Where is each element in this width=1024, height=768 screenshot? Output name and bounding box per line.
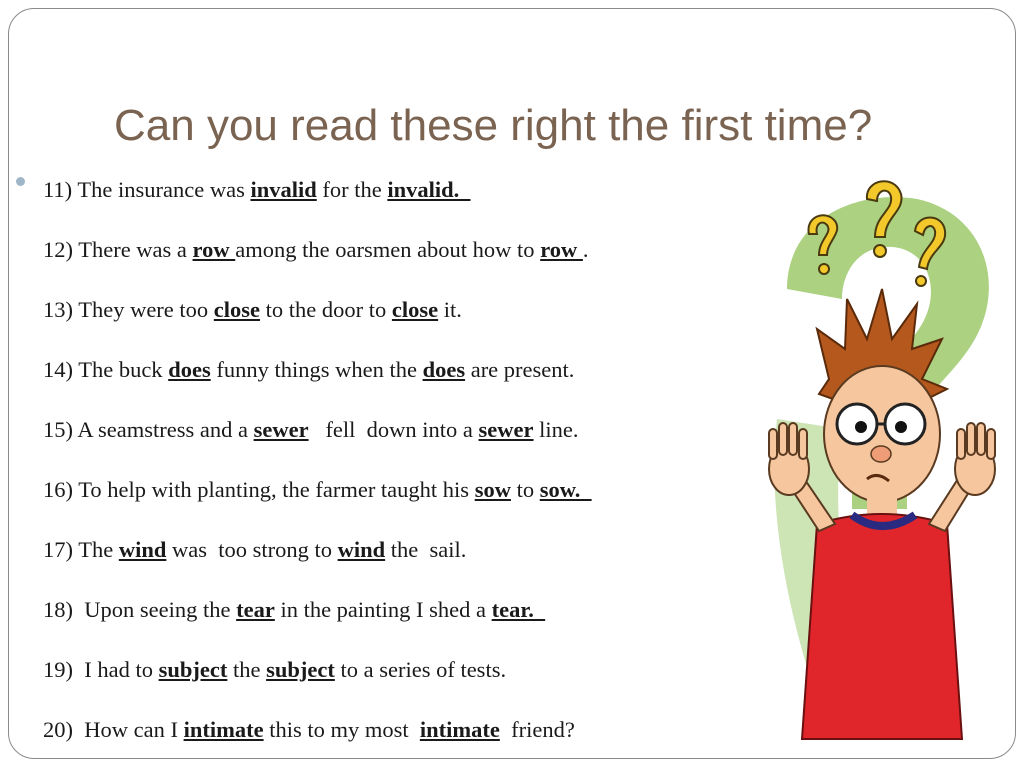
- homograph-word: sow.: [539, 477, 592, 502]
- list-item: 13) They were too close to the door to close it.: [43, 297, 462, 322]
- list-item: 14) The buck does funny things when the does are present.: [43, 357, 575, 382]
- slide: [8, 8, 1016, 759]
- homograph-word: wind: [337, 537, 386, 562]
- homograph-word: sow: [474, 477, 511, 502]
- homograph-word: sewer: [253, 417, 309, 442]
- homograph-word: wind: [118, 537, 167, 562]
- list-item: 16) To help with planting, the farmer taught his sow to sow.: [43, 477, 592, 502]
- homograph-word: does: [168, 357, 211, 382]
- homograph-word: tear.: [491, 597, 546, 622]
- list-item: 18) Upon seeing the tear in the painting I shed a tear.: [43, 597, 546, 622]
- homograph-word: row: [540, 237, 583, 262]
- list-item: 11) The insurance was invalid for the invalid.: [43, 177, 471, 202]
- right-hand: [955, 423, 995, 495]
- homograph-word: sewer: [478, 417, 534, 442]
- confused-boy-illustration: [757, 179, 1016, 759]
- homograph-word: invalid: [250, 177, 317, 202]
- left-hand: [769, 423, 809, 495]
- list-item: 12) There was a row among the oarsmen about how to row .: [43, 237, 589, 262]
- homograph-word: intimate: [419, 717, 500, 742]
- homograph-word: does: [422, 357, 466, 382]
- homograph-word: subject: [266, 657, 335, 682]
- homograph-word: row: [192, 237, 236, 262]
- list-item: 15) A seamstress and a sewer fell down into a sewer line.: [43, 417, 579, 442]
- list-item: 19) I had to subject the subject to a series of tests.: [43, 657, 507, 682]
- homograph-word: tear: [236, 597, 275, 622]
- list-item: 20) How can I intimate this to my most intimate friend?: [43, 717, 575, 742]
- homograph-word: intimate: [183, 717, 264, 742]
- homograph-word: close: [213, 297, 261, 322]
- homograph-word: invalid.: [387, 177, 471, 202]
- list-item: 17) The wind was too strong to wind the sail.: [43, 537, 467, 562]
- red-shirt: [802, 514, 962, 739]
- homograph-word: close: [391, 297, 439, 322]
- homograph-word: subject: [158, 657, 228, 682]
- slide-title: Can you read these right the first time?: [114, 101, 873, 150]
